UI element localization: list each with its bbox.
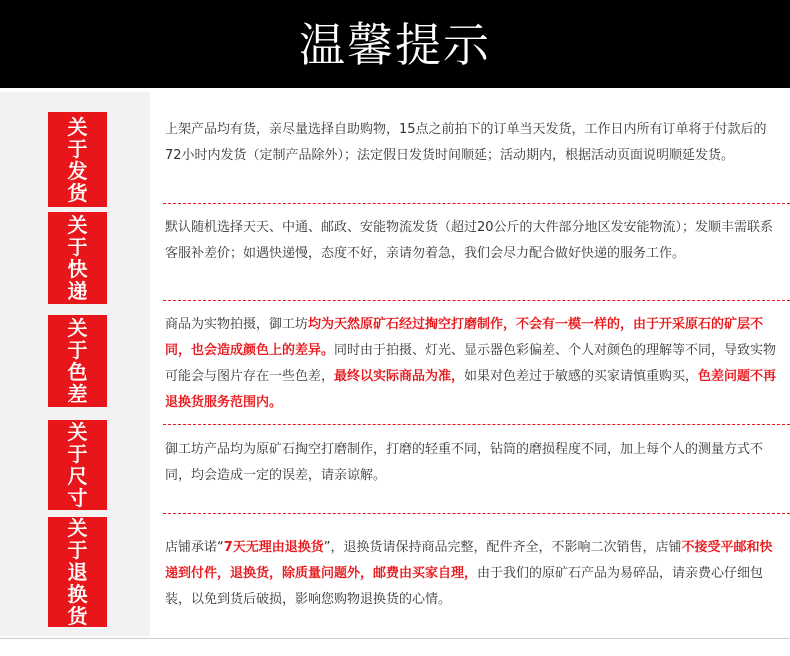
- label-char: 关: [67, 420, 88, 444]
- label-char: 货: [67, 180, 88, 205]
- section-shipping-text: [165, 117, 777, 169]
- label-char: 发: [67, 158, 88, 183]
- section-courier-text: [165, 215, 777, 267]
- text-segment: 如果对色差过于敏感的买家请慎重购买，: [464, 369, 699, 384]
- highlight-text: 最终以实际商品为准，: [334, 369, 465, 384]
- label-char: 递: [67, 279, 88, 303]
- label-char: 换: [67, 582, 88, 606]
- section-divider: [163, 203, 790, 204]
- text-segment: 御工坊产品均为原矿石掏空打磨制作，打磨的轻重不同，钻筒的磨损程度不同，加上每个人的测量方式不同，均会造成一定的误差，请亲谅解。: [165, 442, 764, 483]
- text-segment: 商品为实物拍摄，御工坊: [165, 317, 309, 332]
- label-char: 快: [67, 257, 88, 281]
- section-color-text: [165, 312, 777, 416]
- text-segment: 店铺承诺“: [165, 540, 224, 555]
- label-shipping: [48, 112, 107, 207]
- label-size: [48, 420, 107, 510]
- highlight-text: 7天无理由退换货: [223, 540, 324, 555]
- section-divider: [163, 513, 790, 514]
- label-color-difference: [48, 315, 107, 407]
- page-title: 温馨提示: [299, 18, 491, 72]
- label-char: 寸: [67, 486, 88, 510]
- label-char: 关: [67, 114, 88, 139]
- label-char: 于: [67, 442, 88, 466]
- label-char: 货: [67, 604, 88, 628]
- label-char: 于: [67, 338, 88, 362]
- text-segment: 同时由于拍摄、灯光、显示器色彩偏差、个人对颜色的理解等不同，导致实物可能会与图片存在一些色差，: [165, 343, 777, 384]
- label-char: 关: [67, 316, 88, 340]
- text-segment: 上架产品均有货，亲尽量选择自助购物，15点之前拍下的订单当天发货，工作日内所有订单将于付款后的72小时内发货（定制产品除外）；法定假日发货时间顺延；活动期内，根据活动页面说明顺延发货。: [165, 122, 767, 163]
- label-returns: [48, 517, 107, 627]
- highlight-text: 均为天然原矿石经过掏空打磨制作，不会有一模一样的，由于开采原石的矿层不同，也会造成颜色上的差异。: [165, 317, 764, 358]
- label-char: 关: [67, 516, 88, 540]
- text-segment: 由于我们的原矿石产品为易碎品，请亲费心仔细包装，以免到货后破损，影响您购物退换货的心情。: [165, 566, 764, 607]
- label-courier: [48, 212, 107, 304]
- label-char: 于: [67, 136, 88, 161]
- label-char: 尺: [67, 464, 88, 488]
- text-segment: 默认随机选择天天、中通、邮政、安能物流发货（超过20公斤的大件部分地区发安能物流）；发顺丰需联系客服补差价；如遇快递慢，态度不好，亲请勿着急，我们会尽力配合做好快递的服务工作。: [165, 220, 774, 261]
- label-char: 关: [67, 213, 88, 237]
- highlight-text: 不接受平邮和快递到付件，退换货，除质量问题外，邮费由买家自理，: [165, 540, 773, 581]
- label-char: 退: [67, 560, 88, 584]
- header-banner: [0, 0, 790, 88]
- label-char: 于: [67, 538, 88, 562]
- text-segment: ”，退换货请保持商品完整，配件齐全，不影响二次销售，店铺: [323, 540, 682, 555]
- highlight-text: 色差问题不再退换货服务范围内。: [165, 369, 777, 410]
- label-char: 色: [67, 360, 88, 384]
- section-size-text: [165, 437, 777, 489]
- section-returns-text: [165, 535, 777, 613]
- label-char: 差: [67, 382, 88, 406]
- section-divider: [163, 424, 790, 425]
- bottom-divider: [0, 638, 790, 639]
- section-divider: [163, 300, 790, 301]
- label-char: 于: [67, 235, 88, 259]
